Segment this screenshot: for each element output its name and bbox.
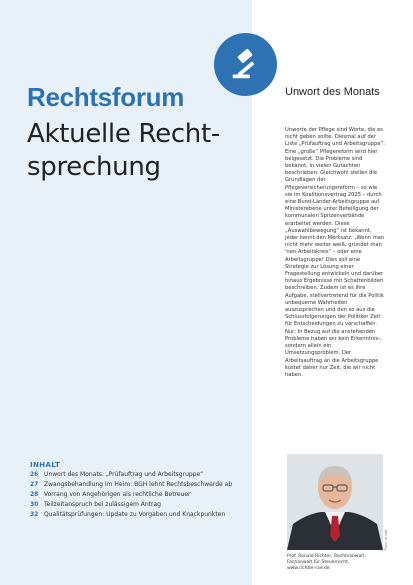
- toc-list: [30, 471, 245, 521]
- author-caption: [287, 554, 397, 572]
- toc-item-text: Qualitätsprüfungen: Update zu Vorgaben und Knackpunkten: [44, 511, 226, 518]
- toc-page-number: 30: [30, 501, 39, 508]
- toc-item[interactable]: [30, 501, 245, 509]
- toc-page-number: 27: [30, 481, 39, 488]
- toc-item-text: Zwangsbehandlung im Heim: BGH lehnt Rechtsbeschwerde ab: [44, 481, 233, 488]
- section-title: Rechtsforum: [27, 82, 185, 112]
- page-title: [27, 118, 220, 184]
- toc-item-text: Teilzeitanspruch bei zulässigem Antrag: [44, 501, 161, 508]
- toc-page-number: 32: [30, 511, 39, 518]
- toc-item-text: Unwort des Monats: „Prüfauftrag und Arbeitsgruppe“: [44, 471, 204, 478]
- column-heading: Unwort des Monats: [285, 86, 380, 98]
- author-website[interactable]: www.richter-rae.de: [287, 566, 330, 571]
- photo-credit: Foto: privat: [384, 529, 388, 550]
- toc-item[interactable]: [30, 481, 245, 489]
- toc-page-number: 26: [30, 471, 39, 478]
- gavel-icon: [227, 46, 265, 84]
- toc-heading: INHALT: [30, 461, 61, 469]
- page-title-line-1: Aktuelle Recht-: [27, 119, 220, 149]
- toc-item-text: Vorrang von Angehörigen als rechtliche Betreuer: [44, 491, 191, 498]
- author-role: Fachanwalt für Steuerrecht,: [287, 560, 350, 565]
- toc-item[interactable]: [30, 511, 245, 519]
- author-portrait: [287, 454, 383, 550]
- gavel-badge: [214, 33, 277, 96]
- toc-item[interactable]: [30, 471, 245, 479]
- author-name: Prof. Ronald Richter, Rechtsanwalt,: [287, 554, 366, 559]
- toc-page-number: 28: [30, 491, 39, 498]
- toc-item[interactable]: [30, 491, 245, 499]
- page-title-line-2: sprechung: [27, 152, 161, 182]
- author-photo: [287, 454, 383, 550]
- column-body: Unworte der Pflege sind Worte, die es nicht geben sollte. Diesmal auf der Liste „Prüfauftrag und Arbeitsgruppe“: Eine „große“ Pflegereform wird hier beigesetzt. Die Probleme sind bekannt, in vielen Gutachten beschrieben. Gleichwohl stellen die Grundlagen der Pflegeversicherungsreform – so wie sie im Koalitionsvertrag 2025 – durch eine Bund-Länder-Arbeitsgruppe auf Ministerebene unter Beteiligung der kommunalen Spitzenverbände erarbeitet werden. Diese „Auswahlbewegung“ ist bekannt, jeder kennt den Merksatz: „Wenn man nicht mehr weiter weiß, gründet man 'nen Arbeitskreis“ – oder eine Arbeitsgruppe! Dies soll eine Strategie zur Lösung einer Fragestellung entwickeln und darüber hinaus Ergebnisse mit Schattenbilden beschreiben. Zudem ist es ihre Aufgabe, stellvertretend für die Politik unbequeme Wahrheiten auszusprechen und den so aus die Schlussfolgerungen der Politiker Zeit für Entscheidungen zu verschaffen. Nur: In Bezug auf die anstehenden Probleme haben wir kein Erkenntnis-, sondern allein ein Umsetzungsproblem. Der Arbeitsauftrag an die Arbeitsgruppe kostet daher nur Zeit, die wir nicht haben.: [285, 127, 385, 378]
